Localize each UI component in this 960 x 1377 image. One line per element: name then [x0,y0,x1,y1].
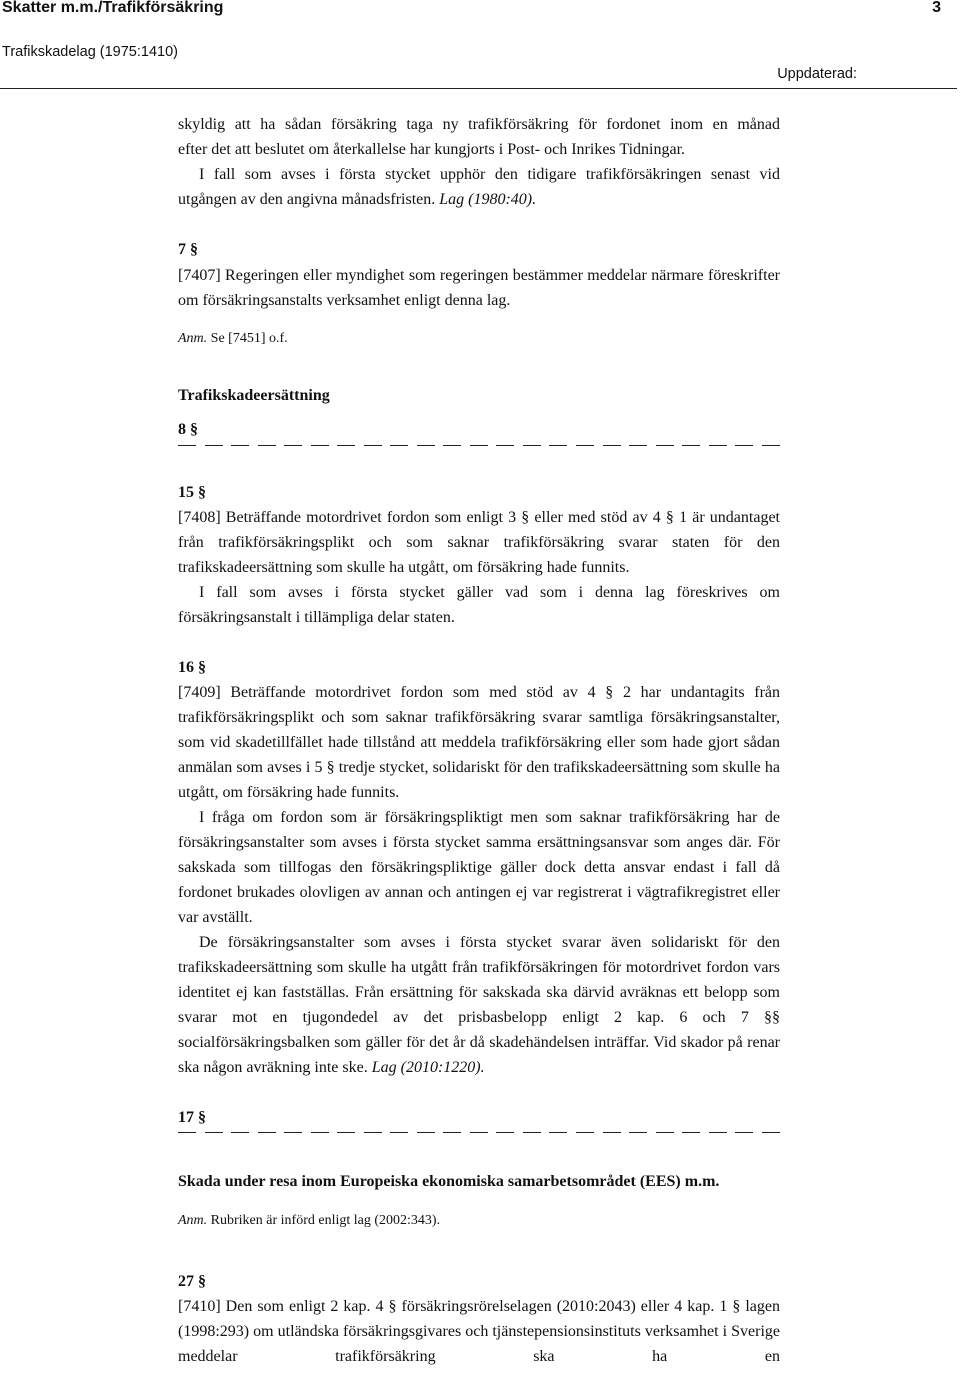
note-label: Anm. [178,331,208,346]
document-title: Skatter m.m./Trafikförsäkring [2,0,224,16]
header-rule [0,88,957,89]
paragraph-line [178,187,780,212]
heading-ees: Skada under resa inom Europeiska ekonomiska samarbetsområdet (EES) m.m. [178,1173,720,1190]
section-16-paragraph-3 [178,930,780,1080]
paragraph-line: skyldig att ha sådan försäkring taga ny trafikförsäkring för fordonet inom en månad [178,116,780,133]
note-text: Rubriken är införd enligt lag (2002:343). [210,1213,441,1228]
section-15-number: 15 § [178,484,206,501]
omitted-text-dashes [178,445,780,446]
heading-trafikskadeersattning: Trafikskadeersättning [178,387,330,404]
section-17-number: 17 § [178,1109,206,1126]
note-text: Se [7451] o.f. [210,331,288,346]
ees-note [178,1211,780,1231]
section-7-note [178,329,780,349]
section-15-paragraph-1: [7408] Beträffande motordrivet fordon som enligt 3 § eller med stöd av 4 § 1 är undantaget från trafikförsäkringsplikt och som saknar trafikförsäkring svarar staten för den trafikskadeersättning som skulle ha utgått, om försäkring hade funnits. [178,509,780,576]
section-16-number: 16 § [178,659,206,676]
section-8-number: 8 § [178,421,198,438]
omitted-text-dashes [178,1132,780,1133]
updated-label: Uppdaterad: [777,66,857,82]
paragraph-line: efter det att beslutet om återkallelse har kungjorts i Post- och Inrikes Tidningar. [178,141,686,158]
section-7-number: 7 § [178,241,198,258]
note-label: Anm. [178,1213,208,1228]
law-reference: Lag (1980:40). [439,191,537,208]
section-27-paragraph: [7410] Den som enligt 2 kap. 4 § försäkringsrörelselagen (2010:2043) eller 4 kap. 1 § lagen (1998:293) om utländska försäkringsgivares och tjänstepensionsinstituts verksamhet i Sverige meddelar trafikförsäkring ska ha en [178,1298,780,1365]
paragraph-line: I fall som avses i första stycket upphör den tidigare trafikförsäkringen senast vid [199,166,780,183]
law-reference: Lag (2010:1220). [371,1059,485,1076]
section-15-paragraph-2: I fall som avses i första stycket gäller vad som i denna lag föreskrives om försäkringsanstalt i tillämpliga delar staten. [178,584,780,626]
paragraph-text: De försäkringsanstalter som avses i första stycket svarar även solidariskt för den trafikskadeersättning som skulle ha utgått från trafikförsäkringen för motordrivet fordon vars identitet ej kan fastställas. Från ersättning för sakskada ska därvid avräknas ett belopp som svarar mot en tjugondedel av det prisbasbelopp enligt 2 kap. 6 och 7 §§ socialförsäkringsbalken som gäller för det år då skadehändelsen inträffar. Vid skador på renar ska någon avräkning inte ske. [178,934,780,1076]
document-body [178,112,780,1369]
section-27-number: 27 § [178,1273,206,1290]
section-16-paragraph-2: I fråga om fordon som är försäkringspliktigt men som saknar trafikförsäkring har de försäkringsanstalter som avses i första stycket samma ersättningsansvar som anges där. För sakskada som tillfogas den försäkringspliktige gäller dock detta ansvar endast i fall då fordonet brukades olovligen av annan och antingen ej var registrerat i vägtrafikregistret eller var avställt. [178,809,780,926]
page-number: 3 [932,0,941,16]
section-7-text: [7407] Regeringen eller myndighet som regeringen bestämmer meddelar närmare föreskrifter om försäkringsanstalts verksamhet enligt denna lag. [178,267,780,309]
section-16-paragraph-1: [7409] Beträffande motordrivet fordon som med stöd av 4 § 2 har undantagits från trafikförsäkringsplikt och som saknar trafikförsäkring svarar samtliga försäkringsanstalter, som vid skadetillfället hade tillstånd att meddela trafikförsäkring eller som hade gjort sådan anmälan som avses i 5 § tredje stycket, solidariskt för den trafikskadeersättning som skulle ha utgått, om försäkring hade funnits. [178,684,780,801]
law-title: Trafikskadelag (1975:1410) [2,44,178,60]
paragraph-text: utgången av den angivna månadsfristen. [178,191,436,208]
